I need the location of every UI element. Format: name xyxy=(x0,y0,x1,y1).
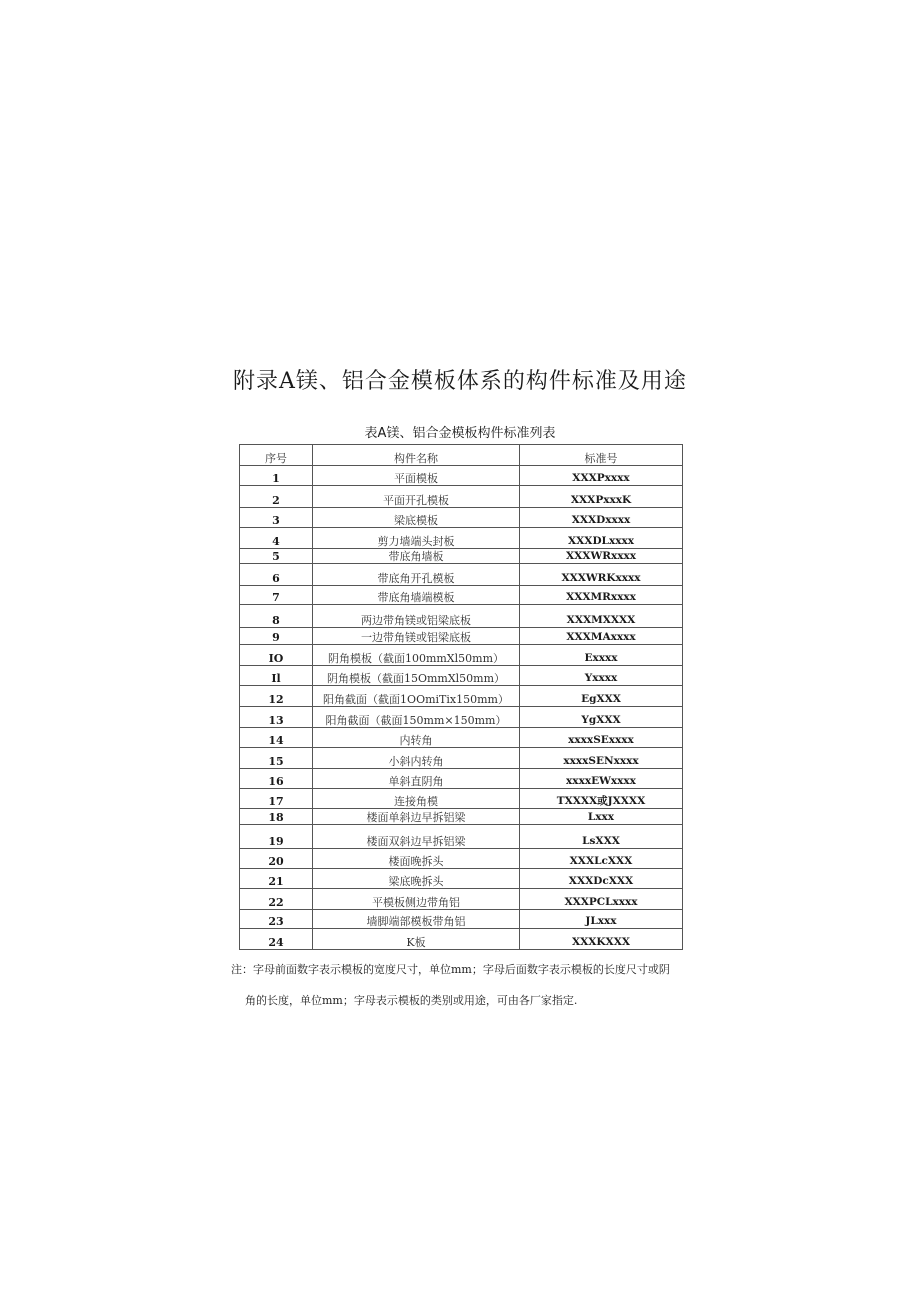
row-number: 22 xyxy=(240,889,313,910)
row-number: 20 xyxy=(240,849,313,869)
component-name: 梁底模板 xyxy=(313,508,520,528)
row-number: Il xyxy=(240,666,313,686)
standard-code: YgXXX xyxy=(520,707,683,728)
component-name: 平模板侧边带角铝 xyxy=(313,889,520,910)
standard-code: XXXPxxxx xyxy=(520,466,683,486)
standard-code: Exxxx xyxy=(520,645,683,666)
component-name: 单斜直阴角 xyxy=(313,769,520,789)
table-row xyxy=(240,869,683,889)
table-row xyxy=(240,769,683,789)
table-row xyxy=(240,707,683,728)
table-row xyxy=(240,686,683,707)
standard-code: XXXWRxxxx xyxy=(520,549,683,564)
table-row xyxy=(240,549,683,564)
table-row xyxy=(240,466,683,486)
table-note-line-1: 注：字母前面数字表示模板的宽度尺寸，单位mm；字母后面数字表示模板的长度尺寸或阴 xyxy=(231,963,670,976)
row-number: 1 xyxy=(240,466,313,486)
standard-code: Yxxxx xyxy=(520,666,683,686)
table-row xyxy=(240,486,683,508)
standard-code: XXXMAxxxx xyxy=(520,628,683,645)
standard-code: LsXXX xyxy=(520,825,683,849)
row-number: IO xyxy=(240,645,313,666)
standard-code: XXXDcXXX xyxy=(520,869,683,889)
table-row xyxy=(240,910,683,929)
component-name: 带底角墙端模板 xyxy=(313,586,520,605)
column-header-name: 构件名称 xyxy=(313,445,520,466)
standard-code: XXXKXXX xyxy=(520,929,683,950)
table-row xyxy=(240,748,683,769)
table-row xyxy=(240,605,683,628)
row-number: 19 xyxy=(240,825,313,849)
standard-code: XXXWRKxxxx xyxy=(520,564,683,586)
table-row xyxy=(240,645,683,666)
table-row xyxy=(240,789,683,809)
component-name: 平面模板 xyxy=(313,466,520,486)
table-row xyxy=(240,825,683,849)
row-number: 24 xyxy=(240,929,313,950)
component-name: 平面开孔模板 xyxy=(313,486,520,508)
table-row xyxy=(240,528,683,549)
standard-code: EgXXX xyxy=(520,686,683,707)
row-number: 21 xyxy=(240,869,313,889)
table-header-row xyxy=(240,445,683,466)
table-row xyxy=(240,666,683,686)
standard-code: TXXXX或JXXXX xyxy=(520,789,683,809)
component-name: 楼面晚拆头 xyxy=(313,849,520,869)
standard-code: XXXMXXXX xyxy=(520,605,683,628)
appendix-heading: 附录A镁、铝合金模板体系的构件标准及用途 xyxy=(233,369,687,394)
component-name: 楼面双斜边早拆铝梁 xyxy=(313,825,520,849)
row-number: 18 xyxy=(240,809,313,825)
table-row xyxy=(240,508,683,528)
row-number: 9 xyxy=(240,628,313,645)
row-number: 3 xyxy=(240,508,313,528)
row-number: 12 xyxy=(240,686,313,707)
component-name: 带底角开孔模板 xyxy=(313,564,520,586)
component-name: 阴角模板（截面100mmXl50mm） xyxy=(313,645,520,666)
component-name: 阳角截面（截面150mm×150mm） xyxy=(313,707,520,728)
row-number: 13 xyxy=(240,707,313,728)
standard-code: xxxxSExxxx xyxy=(520,728,683,748)
row-number: 2 xyxy=(240,486,313,508)
component-name: 带底角墙板 xyxy=(313,549,520,564)
component-name: 小斜内转角 xyxy=(313,748,520,769)
table-row xyxy=(240,809,683,825)
component-name: 一边带角镁或铝梁底板 xyxy=(313,628,520,645)
standard-code: XXXLcXXX xyxy=(520,849,683,869)
table-row xyxy=(240,929,683,950)
table-row xyxy=(240,889,683,910)
standard-code: XXXDxxxx xyxy=(520,508,683,528)
table-row xyxy=(240,628,683,645)
row-number: 15 xyxy=(240,748,313,769)
component-name: 剪力墙端头封板 xyxy=(313,528,520,549)
component-name: 阴角模板（截面15OmmXl50mm） xyxy=(313,666,520,686)
row-number: 7 xyxy=(240,586,313,605)
row-number: 5 xyxy=(240,549,313,564)
component-name: 连接角模 xyxy=(313,789,520,809)
row-number: 14 xyxy=(240,728,313,748)
row-number: 23 xyxy=(240,910,313,929)
standard-code: Lxxx xyxy=(520,809,683,825)
component-standard-table xyxy=(239,444,683,950)
row-number: 16 xyxy=(240,769,313,789)
component-name: 阳角截面（截面1OOmiTix150mm） xyxy=(313,686,520,707)
table-row xyxy=(240,728,683,748)
standard-code: XXXPxxxK xyxy=(520,486,683,508)
table-note-line-2: 角的长度，单位mm；字母表示模板的类别或用途，可由各厂家指定. xyxy=(245,994,578,1007)
table-caption: 表A镁、铝合金模板构件标准列表 xyxy=(364,426,556,441)
standard-code: xxxxSENxxxx xyxy=(520,748,683,769)
component-name: 梁底晚拆头 xyxy=(313,869,520,889)
component-name: K板 xyxy=(313,929,520,950)
table-row xyxy=(240,564,683,586)
table-row xyxy=(240,586,683,605)
table-row xyxy=(240,849,683,869)
row-number: 6 xyxy=(240,564,313,586)
standard-code: JLxxx xyxy=(520,910,683,929)
component-name: 楼面单斜边早拆铝梁 xyxy=(313,809,520,825)
component-name: 两边带角镁或铝梁底板 xyxy=(313,605,520,628)
standard-code: XXXMRxxxx xyxy=(520,586,683,605)
row-number: 8 xyxy=(240,605,313,628)
standard-code: XXXPCLxxxx xyxy=(520,889,683,910)
component-name: 内转角 xyxy=(313,728,520,748)
standard-code: XXXDLxxxx xyxy=(520,528,683,549)
row-number: 17 xyxy=(240,789,313,809)
column-header-number: 序号 xyxy=(240,445,313,466)
component-name: 墙脚端部模板带角铝 xyxy=(313,910,520,929)
standard-code: xxxxEWxxxx xyxy=(520,769,683,789)
row-number: 4 xyxy=(240,528,313,549)
column-header-code: 标准号 xyxy=(520,445,683,466)
